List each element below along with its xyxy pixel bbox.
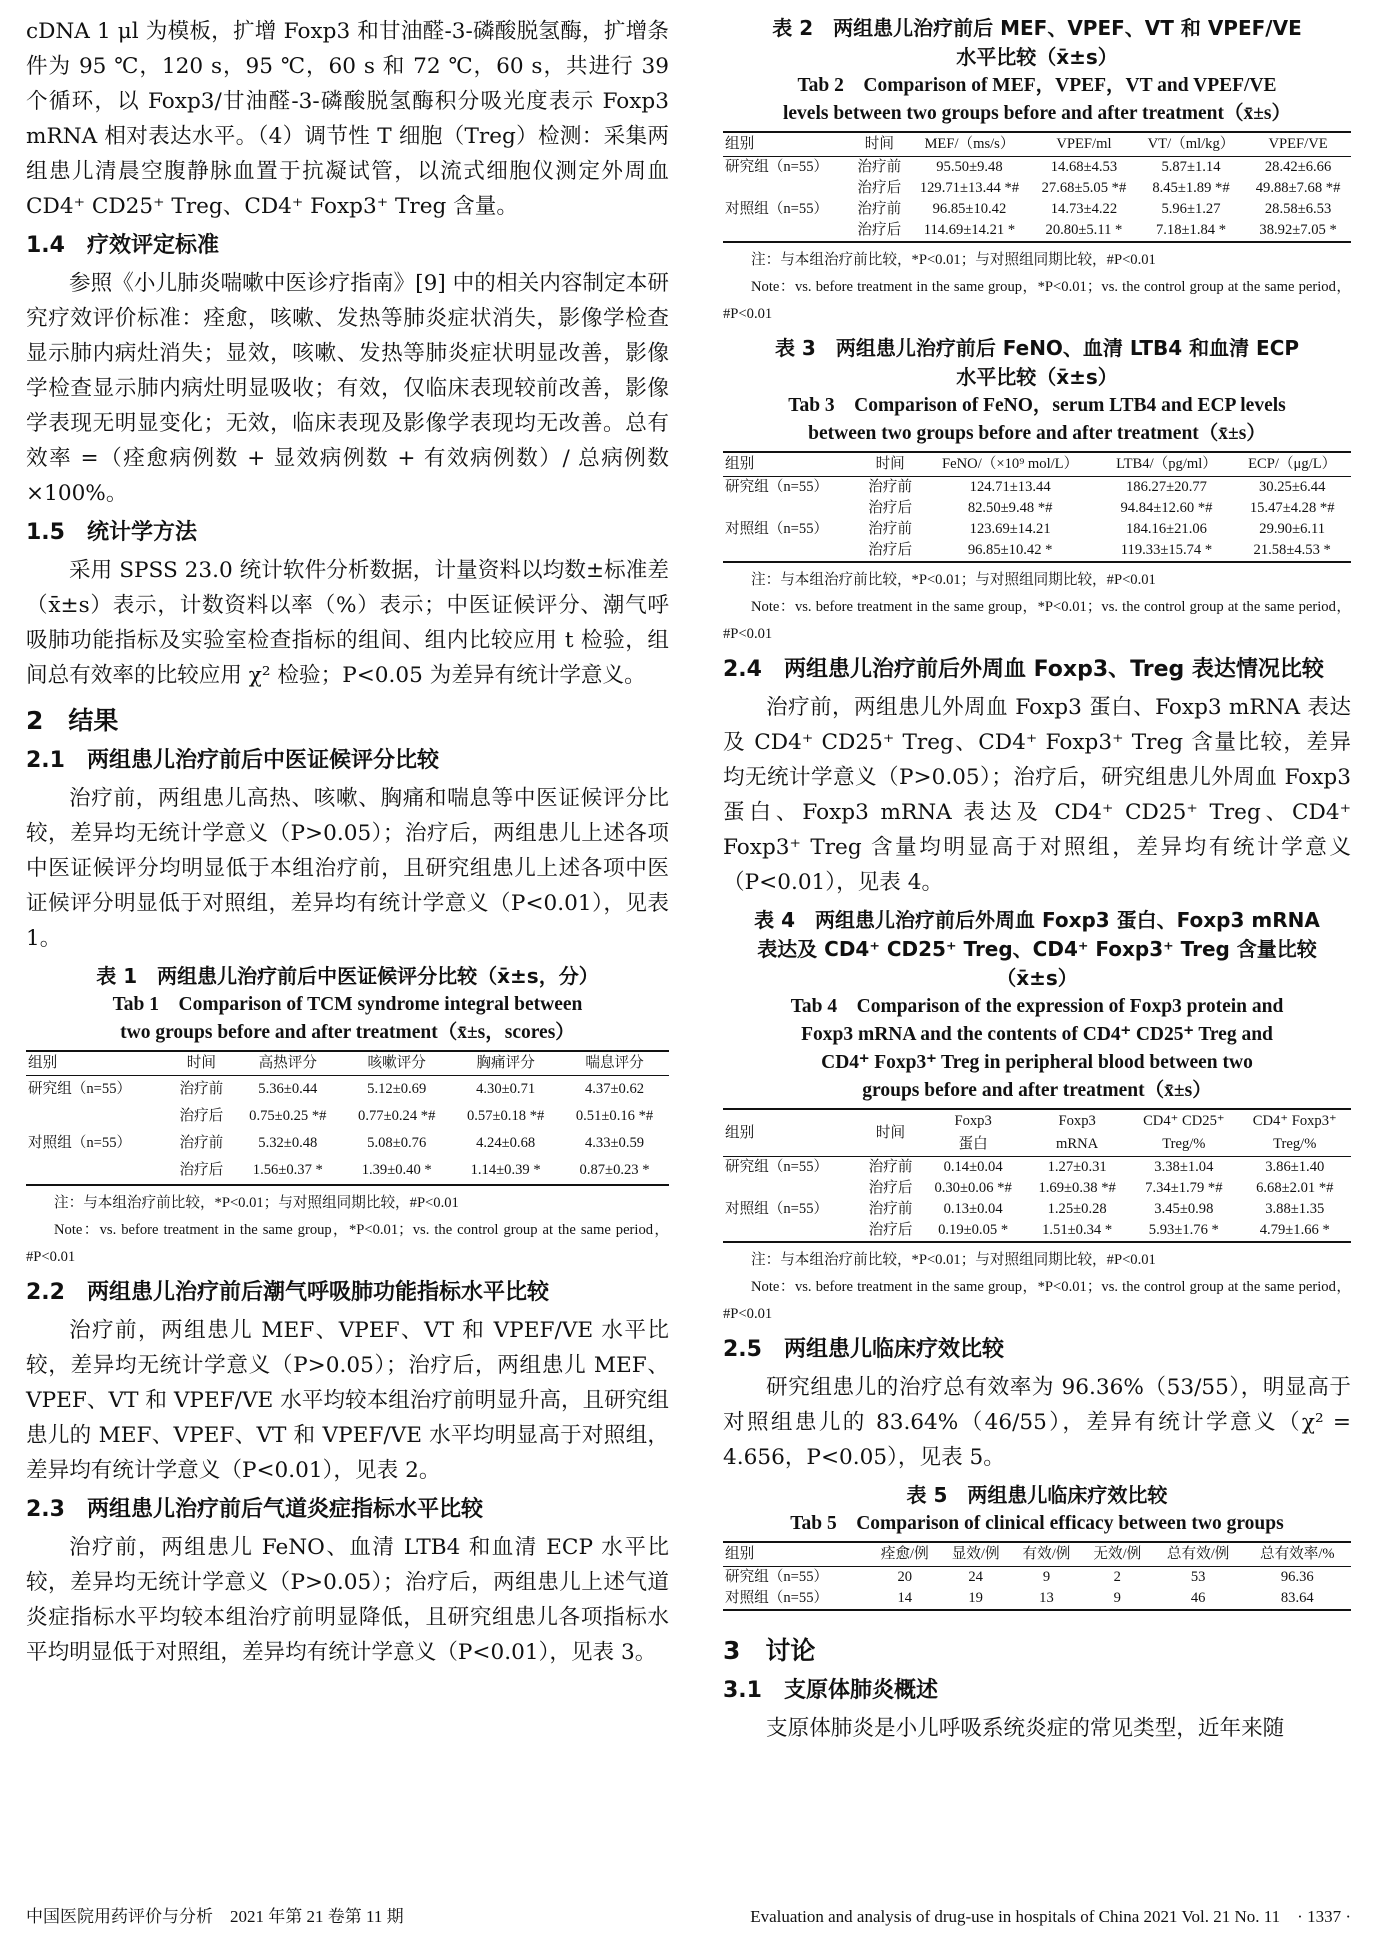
table-header: 总有效率/%: [1259, 1546, 1335, 1562]
table-4-title-cn: [723, 906, 1351, 993]
table-cell: 129.71±13.44 *#: [919, 180, 1020, 196]
table-2: [723, 14, 1351, 328]
table-cell: 29.90±6.11: [1259, 521, 1326, 537]
table-row: [26, 1130, 669, 1157]
table-4-title-cn-line1: 表 4 两组患儿治疗前后外周血 Foxp3 蛋白、Foxp3 mRNA: [754, 908, 1320, 932]
table-row: [723, 1157, 1351, 1179]
table-cell: 研究组（n=55）: [725, 1159, 829, 1175]
table-cell: [723, 1178, 860, 1199]
table-cell: [26, 1103, 169, 1130]
table-2-title-en-line2: levels between two groups before and after treatment（x̄±s）: [782, 103, 1292, 124]
table-cell: 5.32±0.48: [258, 1135, 318, 1151]
table-cell: 7.18±1.84 *: [1155, 222, 1227, 238]
table-header: 高热评分: [258, 1055, 317, 1071]
table-header: 蛋白: [958, 1136, 988, 1152]
section-2-5-paragraph: 研究组患儿的治疗总有效率为 96.36%（53/55），明显高于对照组患儿的 83.64%（46/55），差异有统计学意义（χ² = 4.656，P<0.05），见表 5。: [723, 1375, 1351, 1470]
table-cell: 15.47±4.28 *#: [1249, 500, 1335, 516]
table-header: 组别: [725, 136, 755, 152]
table-cell: 184.16±21.06: [1125, 521, 1207, 537]
table-cell: 96.36: [1280, 1569, 1314, 1585]
table-note-en: Note：vs. before treatment in the same group，*P<0.01；vs. the control group at the same period，#P<0.01: [723, 1279, 1351, 1322]
table-cell: 5.96±1.27: [1161, 201, 1221, 217]
table-cell: 对照组（n=55）: [725, 1590, 829, 1606]
table-header: MEF/（ms/s）: [924, 136, 1015, 152]
table-cell: 4.24±0.68: [476, 1135, 536, 1151]
section-1-5-paragraph: 采用 SPSS 23.0 统计软件分析数据，计量资料以均数±标准差（x̄±s）表示，计数资料以率（%）表示；中医证候评分、潮气呼吸肺功能指标及实验室检查指标的组间、组内比较应用 t 检验，组间总有效率的比较应用 χ² 检验；P<0.05 为差异有统计学意义。: [26, 558, 669, 688]
table-header: 时间: [875, 456, 905, 472]
table-cell: 119.33±15.74 *: [1120, 542, 1213, 558]
table-cell: 1.14±0.39 *: [470, 1162, 541, 1178]
table-header: 组别: [725, 1124, 755, 1141]
method-paragraph: cDNA 1 μl 为模板，扩增 Foxp3 和甘油醛-3-磷酸脱氢酶，扩增条件为 95 ℃，120 s，95 ℃，60 s 和 72 ℃，60 s，共进行 39 个循环，以 Foxp3/甘油醛-3-磷酸脱氢酶积分吸光度表示 Foxp3 mRNA 相对表达水平。（4）调节性 T 细胞（Treg）检测：采集两组患儿清晨空腹静脉血置于抗凝试管，以流式细胞仪测定外周血 CD4⁺ CD25⁺ Treg、CD4⁺ Foxp3⁺ Treg 含量。: [26, 19, 669, 219]
table-cell: 治疗前: [179, 1135, 224, 1151]
table-cell: 治疗后: [868, 1222, 913, 1238]
table-row: [723, 1588, 1351, 1610]
table-header: 组别: [725, 456, 755, 472]
table-header: VPEF/VE: [1268, 136, 1328, 152]
table-row: [26, 1103, 669, 1130]
table-cell: 研究组（n=55）: [28, 1081, 132, 1097]
table-2-title-en: [723, 72, 1351, 128]
table-row: [723, 1199, 1351, 1220]
table-cell: 治疗前: [179, 1081, 224, 1097]
table-1-grid: [26, 1050, 669, 1186]
section-2-heading: 2 结果: [26, 706, 119, 735]
table-4-grid: [723, 1108, 1351, 1243]
table-cell: 3.86±1.40: [1265, 1159, 1325, 1175]
table-cell: 5.93±1.76 *: [1148, 1222, 1219, 1238]
table-cell: 123.69±14.21: [969, 521, 1051, 537]
section-2-3-paragraph: 治疗前，两组患儿 FeNO、血清 LTB4 和血清 ECP 水平比较，差异均无统计学意义（P>0.05）；治疗后，两组患儿上述气道炎症指标水平均较本组治疗前明显降低，且研究组患儿各项指标水平均明显低于对照组，差异均有统计学意义（P<0.01），见表 3。: [26, 1535, 669, 1665]
table-header: 有效/例: [1022, 1546, 1071, 1562]
table-cell: 94.84±12.60 *#: [1120, 500, 1213, 516]
table-cell: 0.51±0.16 *#: [575, 1108, 654, 1124]
table-cell: 19: [968, 1590, 983, 1606]
table-cell: 研究组（n=55）: [725, 1569, 829, 1585]
table-row: [723, 157, 1351, 179]
table-5-title-en: Tab 5 Comparison of clinical efficacy between two groups: [790, 1513, 1284, 1534]
table-row: [723, 178, 1351, 199]
table-cell: 0.13±0.04: [943, 1201, 1003, 1217]
table-note-en: Note：vs. before treatment in the same group，*P<0.01；vs. the control group at the same period，#P<0.01: [26, 1222, 669, 1265]
table-cell: 1.56±0.37 *: [252, 1162, 323, 1178]
table-2-title-cn-line1: 表 2 两组患儿治疗前后 MEF、VPEF、VT 和 VPEF/VE: [772, 16, 1302, 40]
section-2-2-paragraph: 治疗前，两组患儿 MEF、VPEF、VT 和 VPEF/VE 水平比较，差异均无统计学意义（P>0.05）；治疗后，两组患儿 MEF、VPEF、VT 和 VPEF/VE 水平均较本组治疗前明显升高，且研究组患儿的 MEF、VPEF、VT 和 VPEF/VE 水平均明显高于对照组，差异均有统计学意义（P<0.01），见表 2。: [26, 1318, 669, 1483]
table-cell: 治疗后: [868, 542, 913, 558]
table-4-note: [723, 1247, 1351, 1328]
section-1-4-paragraph: 参照《小儿肺炎喘嗽中医诊疗指南》[9] 中的相关内容制定本研究疗效评价标准：痊愈，咳嗽、发热等肺炎症状消失，影像学检查显示肺内病灶消失；显效，咳嗽、发热等肺炎症状明显改善，影像学检查显示肺内病灶明显吸收；有效，仅临床表现较前改善，影像学表现无明显变化；无效，临床表现及影像学表现均无改善。总有效率 =（痊愈病例数 + 显效病例数 + 有效病例数）/ 总病例数 ×100%。: [26, 271, 669, 506]
table-cell: 治疗前: [868, 521, 913, 537]
table-1-title-en: [26, 991, 669, 1047]
table-cell: 1.51±0.34 *: [1042, 1222, 1113, 1238]
table-cell: 14.68±4.53: [1050, 159, 1118, 175]
table-cell: 1.39±0.40 *: [361, 1162, 432, 1178]
table-2-note: [723, 247, 1351, 328]
table-cell: 82.50±9.48 *#: [967, 500, 1053, 516]
table-cell: 5.87±1.14: [1161, 159, 1221, 175]
table-cell: 83.64: [1280, 1590, 1314, 1606]
table-cell: 8.45±1.89 *#: [1152, 180, 1230, 196]
table-cell: 7.34±1.79 *#: [1145, 1180, 1223, 1196]
table-1-title-cn: 表 1 两组患儿治疗前后中医证候评分比较（x̄±s，分）: [96, 964, 599, 988]
table-cell: 9: [1042, 1569, 1051, 1585]
table-cell: [723, 1220, 860, 1242]
table-header: 显效/例: [951, 1546, 1000, 1562]
table-header: FeNO/（×10⁹ mol/L）: [942, 456, 1079, 472]
table-header: mRNA: [1056, 1136, 1099, 1152]
section-2-1-heading: 2.1 两组患儿治疗前后中医证候评分比较: [26, 748, 439, 773]
table-cell: [723, 220, 851, 242]
table-cell: 3.88±1.35: [1265, 1201, 1325, 1217]
table-5-title-cn: 表 5 两组患儿临床疗效比较: [906, 1483, 1168, 1507]
table-3-title-en-line1: Tab 3 Comparison of FeNO，serum LTB4 and ECP levels: [788, 395, 1286, 416]
table-cell: 研究组（n=55）: [725, 159, 829, 175]
table-note-cn: 注：与本组治疗前比较，*P<0.01；与对照组同期比较，#P<0.01: [751, 252, 1156, 268]
table-1: [26, 962, 669, 1271]
section-2-3-heading: 2.3 两组患儿治疗前后气道炎症指标水平比较: [26, 1497, 483, 1522]
table-cell: 1.25±0.28: [1047, 1201, 1107, 1217]
table-header: ECP/（μg/L）: [1248, 456, 1337, 472]
table-cell: 95.50±9.48: [936, 159, 1003, 175]
table-3-title-cn-line1: 表 3 两组患儿治疗前后 FeNO、血清 LTB4 和血清 ECP: [774, 336, 1300, 360]
table-cell: 5.12±0.69: [367, 1081, 427, 1097]
table-4-title-en-line3: CD4⁺ Foxp3⁺ Treg in peripheral blood between two: [821, 1052, 1253, 1073]
table-row: [723, 477, 1351, 499]
table-3-title-en: [723, 392, 1351, 448]
table-cell: 49.88±7.68 *#: [1255, 180, 1341, 196]
table-cell: 0.57±0.18 *#: [466, 1108, 545, 1124]
table-header: Foxp3: [954, 1113, 992, 1129]
table-3: [723, 334, 1351, 648]
table-header: 咳嗽评分: [367, 1055, 426, 1071]
table-header: CD4⁺ CD25⁺: [1143, 1113, 1225, 1129]
table-cell: 0.87±0.23 *: [579, 1162, 650, 1178]
table-cell: 治疗前: [868, 1201, 913, 1217]
table-cell: 114.69±14.21 *: [923, 222, 1016, 238]
table-cell: 治疗后: [868, 500, 913, 516]
table-row: [723, 540, 1351, 562]
table-cell: 治疗后: [179, 1162, 224, 1178]
right-column: [723, 14, 1351, 1746]
table-cell: 研究组（n=55）: [725, 479, 829, 495]
table-cell: 治疗后: [868, 1180, 913, 1196]
table-cell: 4.37±0.62: [584, 1081, 645, 1097]
table-cell: 1.69±0.38 *#: [1038, 1180, 1116, 1196]
table-cell: 治疗前: [868, 1159, 913, 1175]
section-3-1-paragraph: 支原体肺炎是小儿呼吸系统炎症的常见类型，近年来随: [766, 1716, 1285, 1741]
table-header: 喘息评分: [585, 1055, 644, 1071]
table-5-grid: [723, 1541, 1351, 1611]
section-2-4-heading: 2.4 两组患儿治疗前后外周血 Foxp3、Treg 表达情况比较: [723, 657, 1324, 682]
table-3-grid: [723, 451, 1351, 563]
table-2-grid: [723, 131, 1351, 243]
table-header: 组别: [725, 1546, 755, 1562]
section-1-5-heading: 1.5 统计学方法: [26, 520, 197, 545]
table-4-title-en-line1: Tab 4 Comparison of the expression of Foxp3 protein and: [790, 996, 1284, 1017]
table-row: [723, 519, 1351, 540]
table-header: 组别: [28, 1055, 58, 1071]
table-header: 痊愈/例: [880, 1546, 929, 1562]
table-cell: [723, 498, 860, 519]
section-2-4-paragraph: 治疗前，两组患儿外周血 Foxp3 蛋白、Foxp3 mRNA 表达及 CD4⁺ CD25⁺ Treg、CD4⁺ Foxp3⁺ Treg 含量比较，差异均无统计学意义（P>0.05）；治疗后，研究组患儿外周血 Foxp3 蛋白、Foxp3 mRNA 表达及 CD4⁺ CD25⁺ Treg、CD4⁺ Foxp3⁺ Treg 含量均明显高于对照组，差异均有统计学意义（P<0.01），见表 4。: [723, 695, 1351, 895]
table-cell: 5.36±0.44: [258, 1081, 318, 1097]
table-row: [723, 1567, 1351, 1589]
table-row: [723, 1220, 1351, 1242]
table-cell: [723, 540, 860, 562]
table-cell: 0.19±0.05 *: [938, 1222, 1009, 1238]
table-header: Foxp3: [1058, 1113, 1096, 1129]
table-note-cn: 注：与本组治疗前比较，*P<0.01；与对照组同期比较，#P<0.01: [751, 572, 1156, 588]
footer-journal-en: Evaluation and analysis of drug-use in hospitals of China 2021 Vol. 21 No. 11 · 1337 ·: [750, 1907, 1351, 1926]
table-cell: 14: [897, 1590, 913, 1606]
table-header: 总有效/例: [1166, 1546, 1230, 1562]
table-cell: 96.85±10.42 *: [967, 542, 1053, 558]
table-cell: 24: [968, 1569, 983, 1585]
table-row: [723, 220, 1351, 242]
footer-journal-cn: 中国医院用药评价与分析 2021 年第 21 卷第 11 期: [26, 1907, 404, 1926]
table-note-cn: 注：与本组治疗前比较，*P<0.01；与对照组同期比较，#P<0.01: [54, 1195, 459, 1211]
section-2-5-heading: 2.5 两组患儿临床疗效比较: [723, 1337, 1004, 1362]
table-header: Treg/%: [1162, 1136, 1206, 1152]
table-3-title-cn: [723, 334, 1351, 392]
table-cell: 0.14±0.04: [943, 1159, 1003, 1175]
table-row: [26, 1157, 669, 1185]
section-2-2-heading: 2.2 两组患儿治疗前后潮气呼吸肺功能指标水平比较: [26, 1280, 549, 1305]
table-cell: 27.68±5.05 *#: [1041, 180, 1127, 196]
table-2-title-en-line1: Tab 2 Comparison of MEF，VPEF，VT and VPEF/VE: [797, 75, 1277, 96]
table-cell: 28.42±6.66: [1264, 159, 1332, 175]
table-header: VT/（ml/kg）: [1147, 136, 1235, 152]
table-cell: 46: [1190, 1590, 1206, 1606]
table-cell: 0.30±0.06 *#: [934, 1180, 1012, 1196]
table-cell: 2: [1113, 1569, 1121, 1585]
table-5: [723, 1481, 1351, 1611]
left-column: [26, 14, 669, 1670]
table-cell: 124.71±13.44: [969, 479, 1051, 495]
table-cell: 4.30±0.71: [476, 1081, 536, 1097]
table-1-title-en-line1: Tab 1 Comparison of TCM syndrome integral between: [112, 994, 583, 1015]
table-cell: 对照组（n=55）: [725, 201, 829, 217]
table-cell: 3.38±1.04: [1154, 1159, 1214, 1175]
table-cell: 21.58±4.53 *: [1253, 542, 1331, 558]
table-cell: 治疗后: [857, 222, 902, 238]
table-cell: 0.77±0.24 *#: [358, 1108, 436, 1124]
table-header: 时间: [875, 1124, 906, 1141]
table-header: 时间: [186, 1055, 216, 1071]
table-1-note: [26, 1190, 669, 1271]
table-cell: 186.27±20.77: [1125, 479, 1207, 495]
table-cell: 9: [1113, 1590, 1121, 1606]
table-4-title-en-line2: Foxp3 mRNA and the contents of CD4⁺ CD25⁺ Treg and: [801, 1024, 1273, 1045]
table-row: [723, 498, 1351, 519]
table-row: [26, 1076, 669, 1104]
table-cell: 4.33±0.59: [584, 1135, 645, 1151]
table-cell: 20: [897, 1569, 913, 1585]
table-cell: 38.92±7.05 *: [1259, 222, 1337, 238]
section-3-1-heading: 3.1 支原体肺炎概述: [723, 1678, 938, 1703]
table-cell: 对照组（n=55）: [28, 1135, 132, 1151]
table-header: VPEF/ml: [1056, 136, 1112, 152]
table-row: [723, 199, 1351, 220]
table-header: CD4⁺ Foxp3⁺: [1252, 1113, 1337, 1129]
table-header: LTB4/（pg/ml）: [1116, 456, 1217, 472]
table-cell: 1.27±0.31: [1047, 1159, 1107, 1175]
table-note-en: Note：vs. before treatment in the same group，*P<0.01；vs. the control group at the same period，#P<0.01: [723, 279, 1351, 322]
table-header: 时间: [864, 136, 894, 152]
table-cell: 28.58±6.53: [1264, 201, 1332, 217]
section-3-heading: 3 讨论: [723, 1636, 816, 1665]
table-1-title-en-line2: two groups before and after treatment（x̄±s，scores）: [120, 1022, 575, 1043]
table-cell: 治疗前: [868, 479, 913, 495]
table-cell: [723, 178, 851, 199]
table-cell: 0.75±0.25 *#: [249, 1108, 327, 1124]
table-cell: 治疗后: [179, 1108, 224, 1124]
table-cell: 对照组（n=55）: [725, 1201, 829, 1217]
table-2-title-cn-line2: 水平比较（x̄±s）: [956, 45, 1118, 69]
table-row: [723, 1178, 1351, 1199]
table-header: 无效/例: [1093, 1546, 1142, 1562]
table-cell: 治疗前: [857, 201, 902, 217]
table-cell: 30.25±6.44: [1258, 479, 1326, 495]
table-4-title-en: [723, 993, 1351, 1105]
table-3-title-cn-line2: 水平比较（x̄±s）: [956, 365, 1118, 389]
table-cell: 5.08±0.76: [367, 1135, 427, 1151]
table-cell: 对照组（n=55）: [725, 521, 829, 537]
table-3-note: [723, 567, 1351, 648]
table-4: [723, 906, 1351, 1328]
table-4-title-en-line4: groups before and after treatment（x̄±s）: [862, 1080, 1212, 1101]
table-cell: 13: [1039, 1590, 1054, 1606]
table-cell: [26, 1157, 169, 1185]
table-header: 胸痛评分: [476, 1055, 535, 1071]
table-cell: 4.79±1.66 *: [1259, 1222, 1330, 1238]
table-cell: 治疗前: [857, 159, 902, 175]
table-3-title-en-line2: between two groups before and after treatment（x̄±s）: [808, 423, 1266, 444]
table-2-title-cn: [723, 14, 1351, 72]
table-cell: 治疗后: [857, 180, 902, 196]
table-cell: 53: [1190, 1569, 1206, 1585]
table-4-title-cn-line2: 表达及 CD4⁺ CD25⁺ Treg、CD4⁺ Foxp3⁺ Treg 含量比较（x̄±s）: [757, 937, 1317, 990]
section-1-4-heading: 1.4 疗效评定标准: [26, 233, 219, 258]
table-cell: 6.68±2.01 *#: [1256, 1180, 1334, 1196]
table-note-cn: 注：与本组治疗前比较，*P<0.01；与对照组同期比较，#P<0.01: [751, 1252, 1156, 1268]
table-header: Treg/%: [1273, 1136, 1317, 1152]
table-cell: 3.45±0.98: [1154, 1201, 1214, 1217]
table-cell: 96.85±10.42: [932, 201, 1007, 217]
table-cell: 20.80±5.11 *: [1045, 222, 1123, 238]
section-2-1-paragraph: 治疗前，两组患儿高热、咳嗽、胸痛和喘息等中医证候评分比较，差异均无统计学意义（P>0.05）；治疗后，两组患儿上述各项中医证候评分均明显低于本组治疗前，且研究组患儿上述各项中医证候评分明显低于对照组，差异均有统计学意义（P<0.01），见表 1。: [26, 786, 669, 951]
table-note-en: Note：vs. before treatment in the same group，*P<0.01；vs. the control group at the same period，#P<0.01: [723, 599, 1351, 642]
table-cell: 14.73±4.22: [1050, 201, 1118, 217]
